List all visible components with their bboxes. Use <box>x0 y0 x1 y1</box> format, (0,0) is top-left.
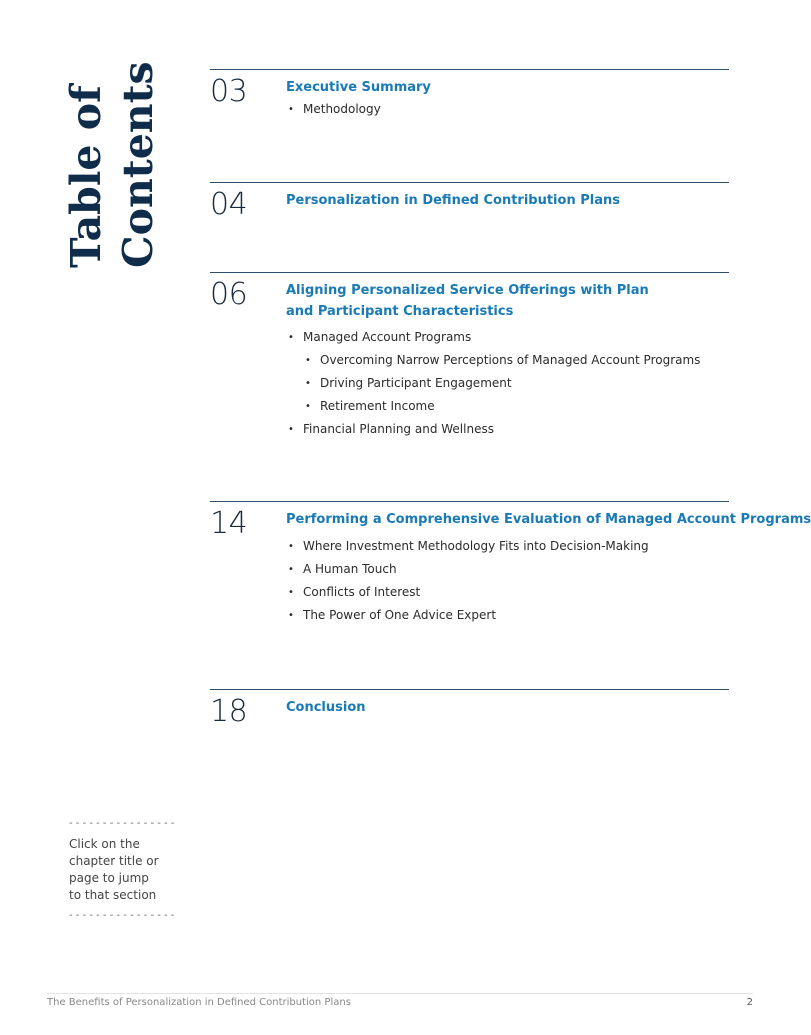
page-title-line-2: Contents <box>114 61 162 268</box>
footer-document-title: The Benefits of Personalization in Defined Contribution Plans <box>47 997 351 1008</box>
toc-page-link[interactable]: 03 <box>210 74 248 109</box>
toc-chapter-link[interactable] <box>286 280 649 322</box>
toc-subitem: • A Human Touch <box>288 558 649 581</box>
toc-subitems <box>288 326 700 441</box>
page-title <box>62 61 162 268</box>
toc-page-link[interactable]: 14 <box>210 506 248 541</box>
toc-chapter-link[interactable]: Conclusion <box>286 700 366 715</box>
page-title-line-1: Table of <box>62 85 110 268</box>
navigation-hint <box>69 818 175 922</box>
toc-chapter-link[interactable]: Executive Summary <box>286 80 431 95</box>
toc-subitem-nested: • Retirement Income <box>305 395 700 418</box>
toc-chapter-title-line-1: Aligning Personalized Service Offerings with Plan <box>286 283 649 298</box>
toc-section-evaluation <box>210 501 811 688</box>
toc-page-link[interactable]: 06 <box>210 277 248 312</box>
divider: - - - - - - - - - - - - - - - - <box>69 910 175 921</box>
toc-chapter-link[interactable]: Performing a Comprehensive Evaluation of Managed Account Programs <box>286 512 811 527</box>
toc-subitem: • The Power of One Advice Expert <box>288 604 649 627</box>
toc-subitem: • Where Investment Methodology Fits into Decision-Making <box>288 535 649 558</box>
toc-subitem: • Managed Account Programs <box>288 326 700 349</box>
divider: - - - - - - - - - - - - - - - - <box>69 818 175 829</box>
toc-section-executive-summary <box>210 69 729 180</box>
toc-subitems <box>288 535 649 627</box>
navigation-hint-text: Click on the chapter title or page to jump to that section <box>69 837 159 902</box>
toc-subitem-nested: • Driving Participant Engagement <box>305 372 700 395</box>
toc-section-conclusion <box>210 689 729 750</box>
toc-subitem: • Financial Planning and Wellness <box>288 418 700 441</box>
toc-section-personalization <box>210 182 729 271</box>
footer-page-number: 2 <box>746 997 753 1008</box>
toc-chapter-title-line-2: and Participant Characteristics <box>286 304 514 319</box>
toc-subitems <box>288 98 381 121</box>
toc-chapter-link[interactable]: Personalization in Defined Contribution Plans <box>286 193 620 208</box>
footer-divider <box>47 993 753 994</box>
toc-section-aligning <box>210 272 729 499</box>
toc-page-link[interactable]: 04 <box>210 187 248 222</box>
toc-subitem: • Conflicts of Interest <box>288 581 649 604</box>
toc-subitem: • Methodology <box>288 98 381 121</box>
toc-page-link[interactable]: 18 <box>210 694 248 729</box>
toc-subitem-nested: • Overcoming Narrow Perceptions of Managed Account Programs <box>305 349 700 372</box>
